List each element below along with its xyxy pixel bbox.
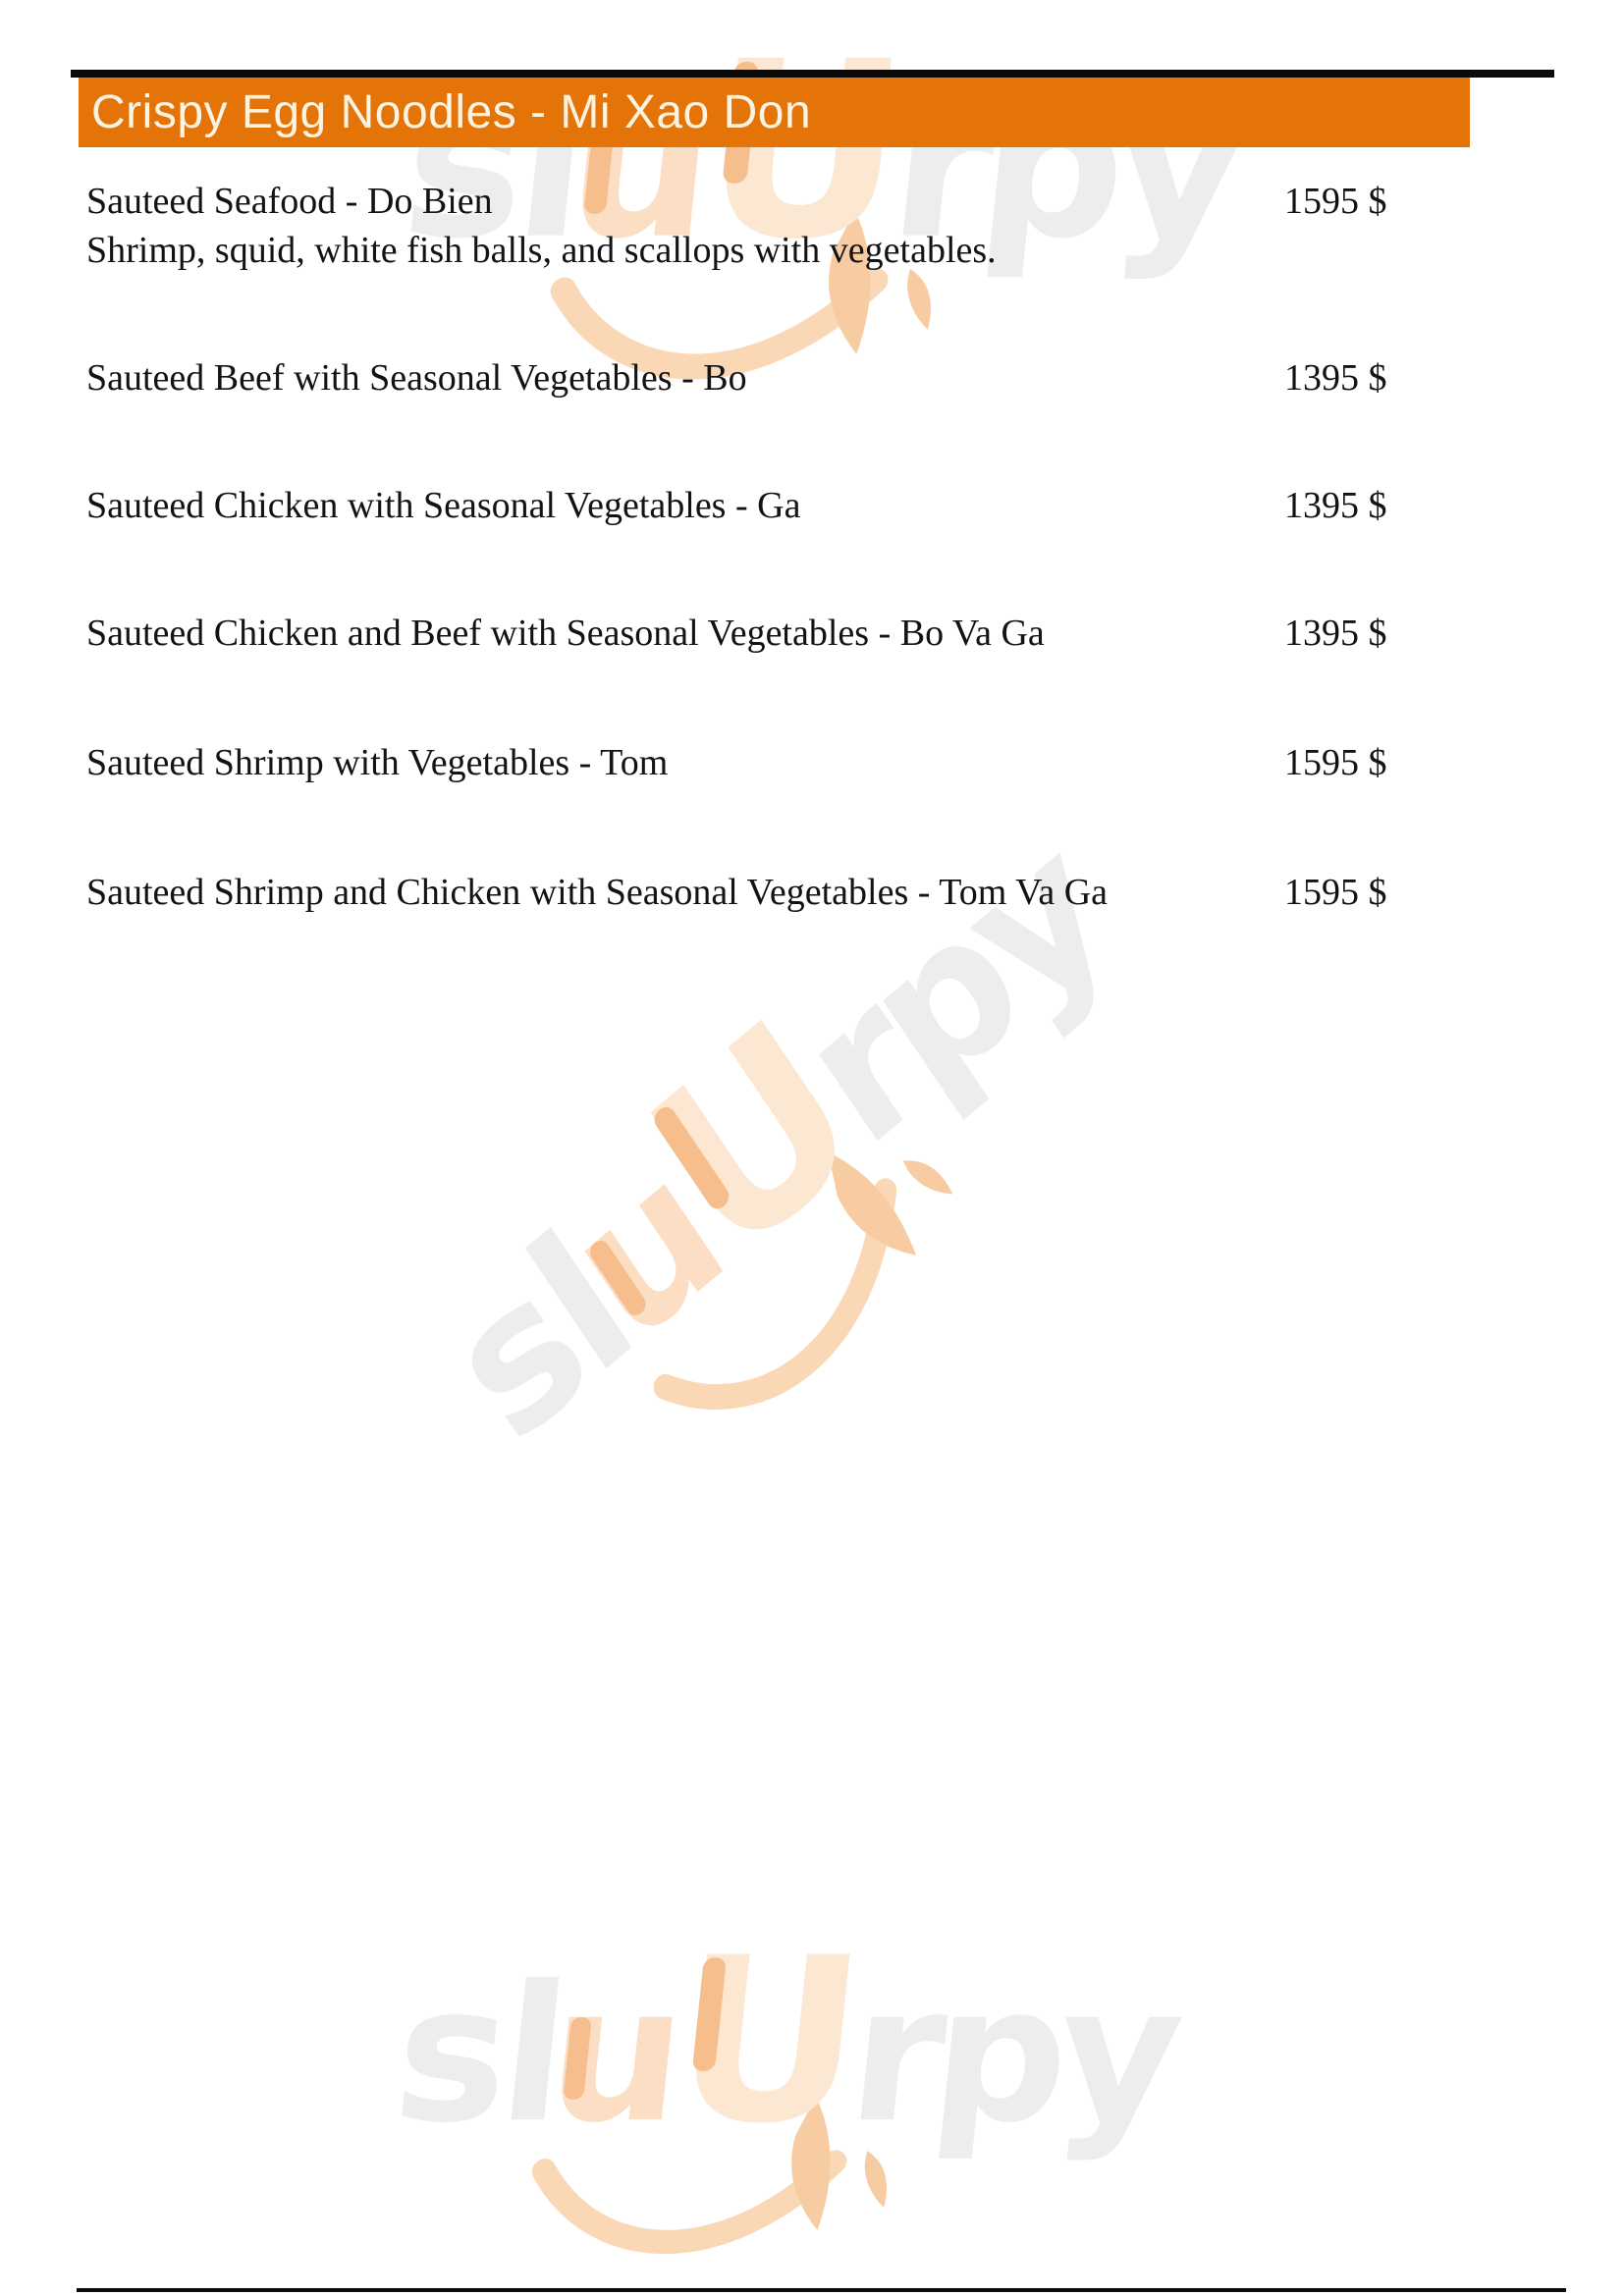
menu-item-price: 1595 $ bbox=[1284, 872, 1387, 913]
menu-item-price: 1395 $ bbox=[1284, 613, 1387, 654]
sluurpy-watermark-bottom bbox=[412, 1909, 1237, 2284]
menu-item-name: Sauteed Shrimp with Vegetables - Tom bbox=[86, 742, 669, 783]
menu-item-name: Sauteed Shrimp and Chicken with Seasonal Vegetables - Tom Va Ga bbox=[86, 872, 1109, 913]
menu-item-name: Sauteed Chicken and Beef with Seasonal Vegetables - Bo Va Ga bbox=[86, 613, 1045, 654]
menu-item-name: Sauteed Chicken with Seasonal Vegetables - Ga bbox=[86, 485, 801, 526]
menu-item bbox=[86, 353, 1255, 402]
menu-item-price: 1395 $ bbox=[1284, 357, 1387, 399]
menu-item-description: Shrimp, squid, white fish balls, and scallops with vegetables. bbox=[86, 230, 997, 271]
menu-item bbox=[86, 481, 1255, 530]
menu-item bbox=[86, 738, 1255, 787]
section-title: Crispy Egg Noodles - Mi Xao Don bbox=[91, 86, 812, 138]
menu-item-name: Sauteed Beef with Seasonal Vegetables - Bo bbox=[86, 357, 747, 399]
menu-item-price: 1595 $ bbox=[1284, 181, 1387, 222]
menu-item-price: 1395 $ bbox=[1284, 485, 1387, 526]
section-header bbox=[79, 78, 1470, 147]
sluurpy-watermark-middle bbox=[393, 733, 1276, 1561]
menu-item-price: 1595 $ bbox=[1284, 742, 1387, 783]
menu-item bbox=[86, 177, 1255, 275]
top-divider bbox=[71, 70, 1554, 78]
menu-item-name: Sauteed Seafood - Do Bien bbox=[86, 181, 493, 222]
menu-item bbox=[86, 868, 1255, 917]
bottom-divider bbox=[77, 2288, 1566, 2292]
menu-item bbox=[86, 609, 1255, 658]
